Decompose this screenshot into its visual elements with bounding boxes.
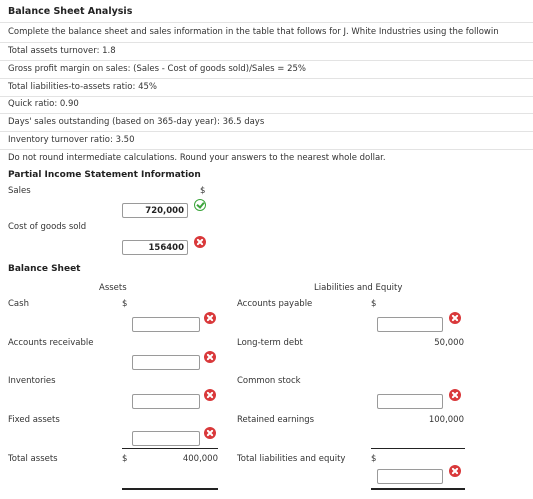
sales-label: Sales [8,186,31,196]
page-title: Balance Sheet Analysis [8,6,133,17]
retained-earnings-value: 100,000 [428,415,464,425]
divider [0,22,533,23]
total-assets-currency: $ [122,454,128,464]
long-term-debt-value: 50,000 [434,338,464,348]
sales-input[interactable] [122,203,188,218]
cogs-label: Cost of goods sold [8,222,87,232]
fact-item: Quick ratio: 0.90 [8,99,79,109]
instruction-text: Do not round intermediate calculations. Round your answers to the nearest whole dollar. [8,153,386,163]
accounts-receivable-input[interactable] [132,355,200,370]
subtotal-rule [122,448,218,449]
accounts-receivable-label: Accounts receivable [8,338,94,348]
divider [0,113,533,114]
incorrect-icon [204,389,216,401]
sales-currency: $ [200,186,206,196]
common-stock-input[interactable] [377,394,443,409]
total-assets-label: Total assets [8,454,58,464]
incorrect-icon [449,389,461,401]
liabilities-equity-header: Liabilities and Equity [314,283,403,293]
incorrect-icon [194,236,206,248]
inventories-label: Inventories [8,376,56,386]
cash-currency: $ [122,299,128,309]
total-liabilities-equity-label: Total liabilities and equity [237,454,346,464]
incorrect-icon [204,427,216,439]
fact-item: Gross profit margin on sales: (Sales - Cost of goods sold)/Sales = 25% [8,64,306,74]
divider [0,60,533,61]
total-liabilities-equity-currency: $ [371,454,377,464]
correct-icon [194,199,206,211]
incorrect-icon [449,465,461,477]
total-double-rule [122,488,218,490]
incorrect-icon [449,312,461,324]
income-heading: Partial Income Statement Information [8,170,201,180]
fact-item: Inventory turnover ratio: 3.50 [8,135,135,145]
balance-heading: Balance Sheet [8,264,81,274]
long-term-debt-label: Long-term debt [237,338,303,348]
cogs-input[interactable] [122,240,188,255]
intro-text: Complete the balance sheet and sales information in the table that follows for J. White Industries using the followin [8,27,499,37]
common-stock-label: Common stock [237,376,301,386]
divider [0,149,533,150]
total-assets-value: 400,000 [182,454,218,464]
incorrect-icon [204,312,216,324]
divider [0,96,533,97]
fact-item: Days' sales outstanding (based on 365-day year): 36.5 days [8,117,265,127]
fact-item: Total assets turnover: 1.8 [8,46,116,56]
divider [0,78,533,79]
fixed-assets-input[interactable] [132,431,200,446]
total-double-rule [371,488,465,490]
subtotal-rule [371,448,465,449]
incorrect-icon [204,351,216,363]
accounts-payable-currency: $ [371,299,377,309]
cash-input[interactable] [132,317,200,332]
accounts-payable-input[interactable] [377,317,443,332]
retained-earnings-label: Retained earnings [237,415,315,425]
inventories-input[interactable] [132,394,200,409]
cash-label: Cash [8,299,29,309]
divider [0,42,533,43]
fixed-assets-label: Fixed assets [8,415,60,425]
fact-item: Total liabilities-to-assets ratio: 45% [8,82,157,92]
total-liabilities-equity-input[interactable] [377,469,443,484]
divider [0,131,533,132]
assets-header: Assets [99,283,127,293]
accounts-payable-label: Accounts payable [237,299,313,309]
